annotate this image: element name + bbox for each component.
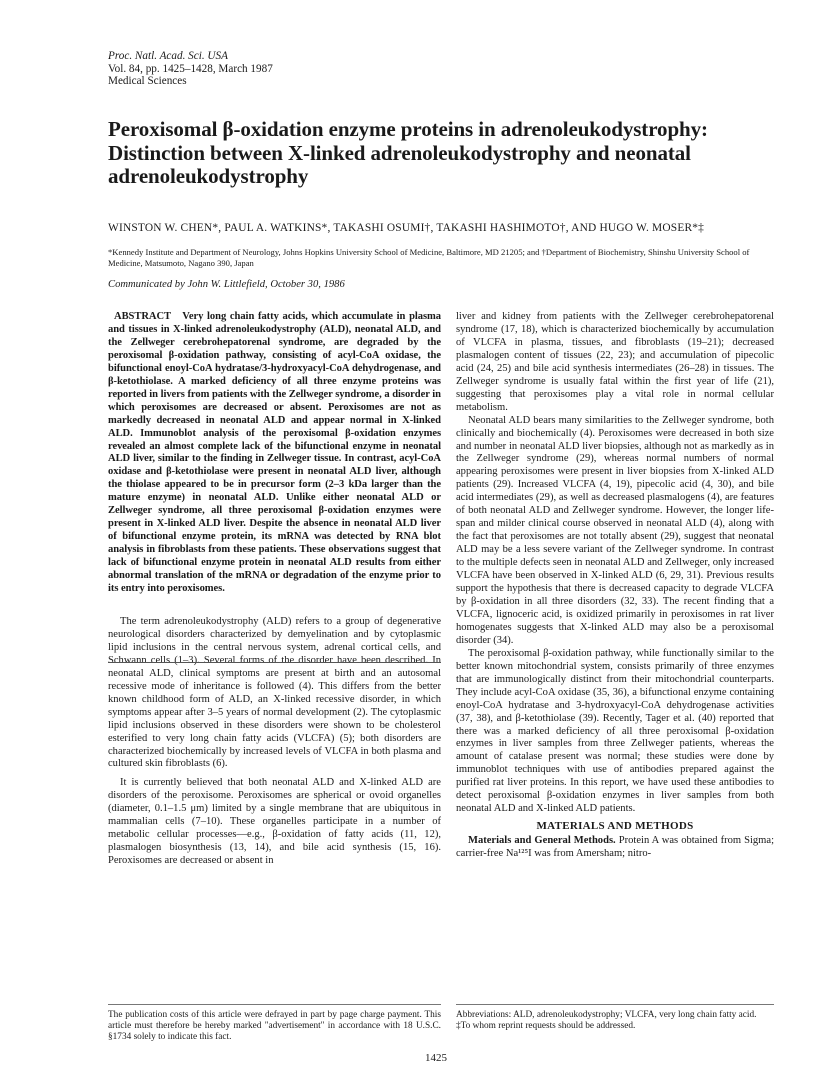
abbreviations-text: Abbreviations: ALD, adrenoleukodystrophy; VLCFA, very long chain fatty acid. — [456, 1010, 757, 1020]
methods-subheading: Materials and General Methods. — [468, 835, 616, 847]
journal-section: Medical Sciences — [108, 75, 187, 88]
journal-volume: Vol. 84, pp. 1425–1428, March 1987 — [108, 62, 273, 75]
body-paragraph: liver and kidney from patients with the Zellweger cerebrohepatorenal syndrome (17, 18), which is characterized biochemically by accumulation of VLCFA in plasma, tissues, and fibroblasts (19–21); decreased plasmalogen content of tissues (22, 23); and accumulation of pipecolic acid (24, 25) and bile acid synthesis intermediates (26–28) in tissues. The Zellweger syndrome is usually fatal within the first year of life (21), suggesting that peroxisomes play a vital role in normal cellular metabolism. — [456, 311, 774, 413]
section-heading: MATERIALS AND METHODS — [536, 820, 694, 833]
body-paragraph: Neonatal ALD bears many similarities to the Zellweger syndrome, both clinically and biochemically (4). Peroxisomes were decreased in both size and number in neonatal ALD liver biopsies, although not as markedly as in the Zellweger syndrome (29), whereas normal numbers of normal appearing peroxisomes were present in liver biopsies from X-linked ALD patients (29). Increased VLCFA (4, 19), pipecolic acid (4, 30), and bile acid intermediates (29), as well as decreased plasmalogens (4), are features of both neonatal ALD and Zellweger syndrome. However, the longer life-span and milder clinical course observed in neonatal ALD (4), along with the fact that peroxisomes are not totally absent (29), suggest that neonatal ALD may be a less severe variant of the Zellweger syndrome. In contrast to the multiple defects seen in neonatal ALD and Zellweger, only increased VLCFA have been observed in X-linked ALD (6, 29, 31). Previous results support the hypothesis that there is decreased capacity to degrade VLCFA by β-oxidation in all three disorders (32, 33). The recent finding that a VLCFA, lignoceric acid, is oxidized primarily in peroxisomes in rat liver homogenates suggests that X-linked ALD may also be a peroxisomal disorder (34). — [456, 414, 774, 646]
abbreviations-note — [456, 1010, 774, 1032]
article-title: Peroxisomal β-oxidation enzyme proteins in adrenoleukodystrophy: Distinction between X-linked adrenoleukodystrophy and neonatal adrenoleukodystrophy — [108, 117, 708, 188]
right-column — [456, 311, 774, 861]
author-list: WINSTON W. CHEN*, PAUL A. WATKINS*, TAKASHI OSUMI†, TAKASHI HASHIMOTO†, AND HUGO W. MOSER*‡ — [108, 222, 705, 234]
abstract-text: Very long chain fatty acids, which accumulate in plasma and tissues in X-linked adrenoleukodystrophy (ALD), neonatal ALD, and the Zellweger cerebrohepatorenal syndrome, are degraded by the peroxisomal β-oxidation pathway, consisting of acyl-CoA oxidase, the bifunctional enoyl-CoA hydratase/3-hydroxyacyl-CoA dehydrogenase, and β-ketothiolase. A marked deficiency of all three enzyme proteins was reported in livers from patients with the Zellweger syndrome, a disorder in which peroxisomes are decreased or absent. Peroxisomes are not as markedly decreased in neonatal ALD and appear normal in X-linked ALD. Immunoblot analysis of the peroxisomal β-oxidation enzymes revealed an almost complete lack of the bifunctional enzyme in neonatal ALD liver, similar to the finding in Zellweger tissue. In contrast, acyl-CoA oxidase and β-ketothiolase were present in neonatal ALD liver, although the thiolase appeared to be in precursor form (2–3 kDa larger than the mature enzyme) in neonatal ALD. Unlike either neonatal ALD or Zellweger syndrome, all three peroxisomal β-oxidation enzymes were present in X-linked ALD liver. Despite the absence in neonatal ALD liver of bifunctional enzyme protein, its mRNA was detected by RNA blot analysis in fibroblasts from these patients. These observations suggest that lack of bifunctional enzyme protein in neonatal ALD results from either abnormal translation of the mRNA or degradation of the enzyme prior to its entry into peroxisomes. — [108, 311, 441, 595]
footnote-divider — [456, 1004, 774, 1005]
body-paragraph: The peroxisomal β-oxidation pathway, while functionally similar to the better known mitochondrial system, consists primarily of three enzymes that are immunologically distinct from their mitochondrial counterparts. They include acyl-CoA oxidase (35, 36), a bifunctional enzyme containing enoyl-CoA hydratase and 3-hydroxyacyl-CoA dehydrogenase activities (37, 38), and β-ketothiolase (39). Recently, Tager et al. (40) reported that there was a marked deficiency of all three peroxisomal β-oxidation enzymes in liver samples from three Zellweger patients, whereas the amount of catalase present was normal; these studies were done by immunoblot techniques with use of antibodies prepared against the purified rat liver proteins. In this report, we have used these antibodies to detect peroxisomal β-oxidation enzymes in liver samples from both neonatal ALD and X-linked ALD patients. — [456, 647, 774, 815]
page-number: 1425 — [425, 1052, 447, 1064]
publication-costs-text: The publication costs of this article were defrayed in part by page charge payment. This article must therefore be hereby marked "advertisement" in accordance with 18 U.S.C. §1734 solely to indicate this fact. — [108, 1010, 441, 1043]
affiliations: *Kennedy Institute and Department of Neurology, Johns Hopkins University School of Medicine, Baltimore, MD 21205; and †Department of Biochemistry, Shinshu University School of Medicine, Matsumoto, Nagano 390, Japan — [108, 247, 750, 268]
abstract — [108, 311, 441, 596]
left-column — [108, 311, 441, 868]
publication-costs-note — [108, 1010, 441, 1044]
body-paragraph: The term adrenoleukodystrophy (ALD) refers to a group of degenerative neurological disorders characterized by demyelination and by cytoplasmic lipid inclusions in the central nervous system, adrenal cortical cells, and Schwann cells (1–3). Several forms of the disorder have been described. In neonatal ALD, clinical symptoms are present at birth and an autosomal recessive mode of inheritance is followed (4). This differs from the better known childhood form of ALD, an X-linked recessive disorder, in which symptoms appear after 3–5 years of normal development (2). The cytoplasmic lipid inclusions observed in these disorders were shown to be cholesterol esterified to very long chain fatty acids (VLCFA) (5); both disorders are characterized biochemically by increased levels of VLCFA in both plasma and cultured skin fibroblasts (6). — [108, 615, 441, 770]
abstract-label: ABSTRACT — [114, 311, 172, 322]
communicated-by: Communicated by John W. Littlefield, October 30, 1986 — [108, 279, 345, 290]
journal-header — [108, 50, 273, 88]
methods-text: Protein A was obtained from Sigma; carrier-free Na¹²⁵I was from Amersham; nitro- — [456, 835, 774, 860]
reprint-note: ‡To whom reprint requests should be addressed. — [456, 1021, 636, 1032]
journal-name: Proc. Natl. Acad. Sci. USA — [108, 50, 228, 62]
footnote-divider — [108, 1004, 441, 1005]
body-paragraph: It is currently believed that both neonatal ALD and X-linked ALD are disorders of the peroxisome. Peroxisomes are spherical or ovoid organelles (diameter, 0.1–1.5 μm) limited by a single membrane that are ubiquitous in mammalian cells (7–10). These organelles participate in a number of metabolic cellular processes—e.g., β-oxidation of fatty acids (11, 12), plasmalogen biosynthesis (13, 14), and bile acid synthesis (15, 16). Peroxisomes are decreased or absent in — [108, 777, 441, 867]
abstract-divider — [108, 662, 441, 663]
methods-paragraph — [456, 835, 774, 861]
